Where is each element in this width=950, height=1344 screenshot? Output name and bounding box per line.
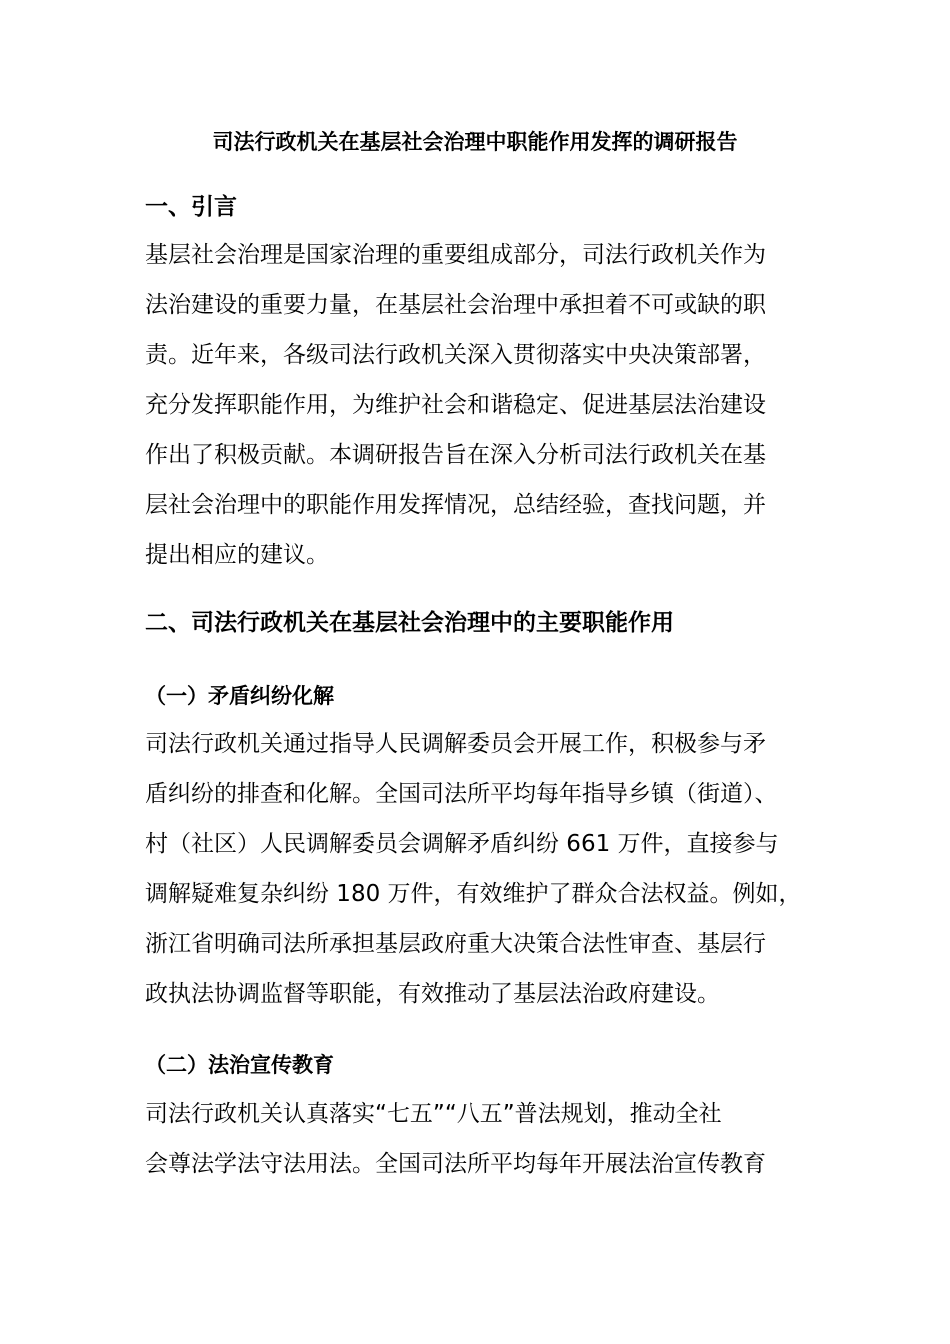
document-title: 司法行政机关在基层社会治理中职能作用发挥的调研报告 [212,130,738,154]
paragraph-line: 层社会治理中的职能作用发挥情况，总结经验，查找问题，并 [145,492,766,518]
paragraph-line: 法治建设的重要力量，在基层社会治理中承担着不可或缺的职 [145,292,766,318]
section-heading-main-functions: 二、司法行政机关在基层社会治理中的主要职能作用 [145,610,674,636]
paragraph-line: 作出了积极贡献。本调研报告旨在深入分析司法行政机关在基 [145,442,766,468]
legal-education-paragraph [145,1089,825,1189]
subsection-heading-dispute-resolution: （一）矛盾纠纷化解 [145,684,334,708]
paragraph-line: 提出相应的建议。 [145,542,329,568]
paragraph-line: 基层社会治理是国家治理的重要组成部分，司法行政机关作为 [145,242,766,268]
paragraph-line: 村（社区）人民调解委员会调解矛盾纠纷 661 万件，直接参与 [145,831,779,857]
introduction-paragraph [145,230,825,580]
paragraph-line: 会尊法学法守法用法。全国司法所平均每年开展法治宣传教育 [145,1151,766,1177]
paragraph-line: 调解疑难复杂纠纷 180 万件，有效维护了群众合法权益。例如， [145,881,802,907]
section-heading-introduction: 一、引言 [145,194,237,220]
dispute-resolution-paragraph [145,719,825,1019]
paragraph-line: 司法行政机关认真落实“七五”“八五”普法规划，推动全社 [145,1101,722,1127]
subsection-heading-legal-education: （二）法治宣传教育 [145,1053,334,1077]
paragraph-line: 政执法协调监督等职能，有效推动了基层法治政府建设。 [145,981,720,1007]
paragraph-line: 责。近年来，各级司法行政机关深入贯彻落实中央决策部署， [145,342,766,368]
paragraph-line: 司法行政机关通过指导人民调解委员会开展工作，积极参与矛 [145,731,766,757]
paragraph-line: 充分发挥职能作用，为维护社会和谐稳定、促进基层法治建设 [145,392,766,418]
paragraph-line: 浙江省明确司法所承担基层政府重大决策合法性审查、基层行 [145,931,766,957]
paragraph-line: 盾纠纷的排查和化解。全国司法所平均每年指导乡镇（街道）、 [145,781,778,807]
